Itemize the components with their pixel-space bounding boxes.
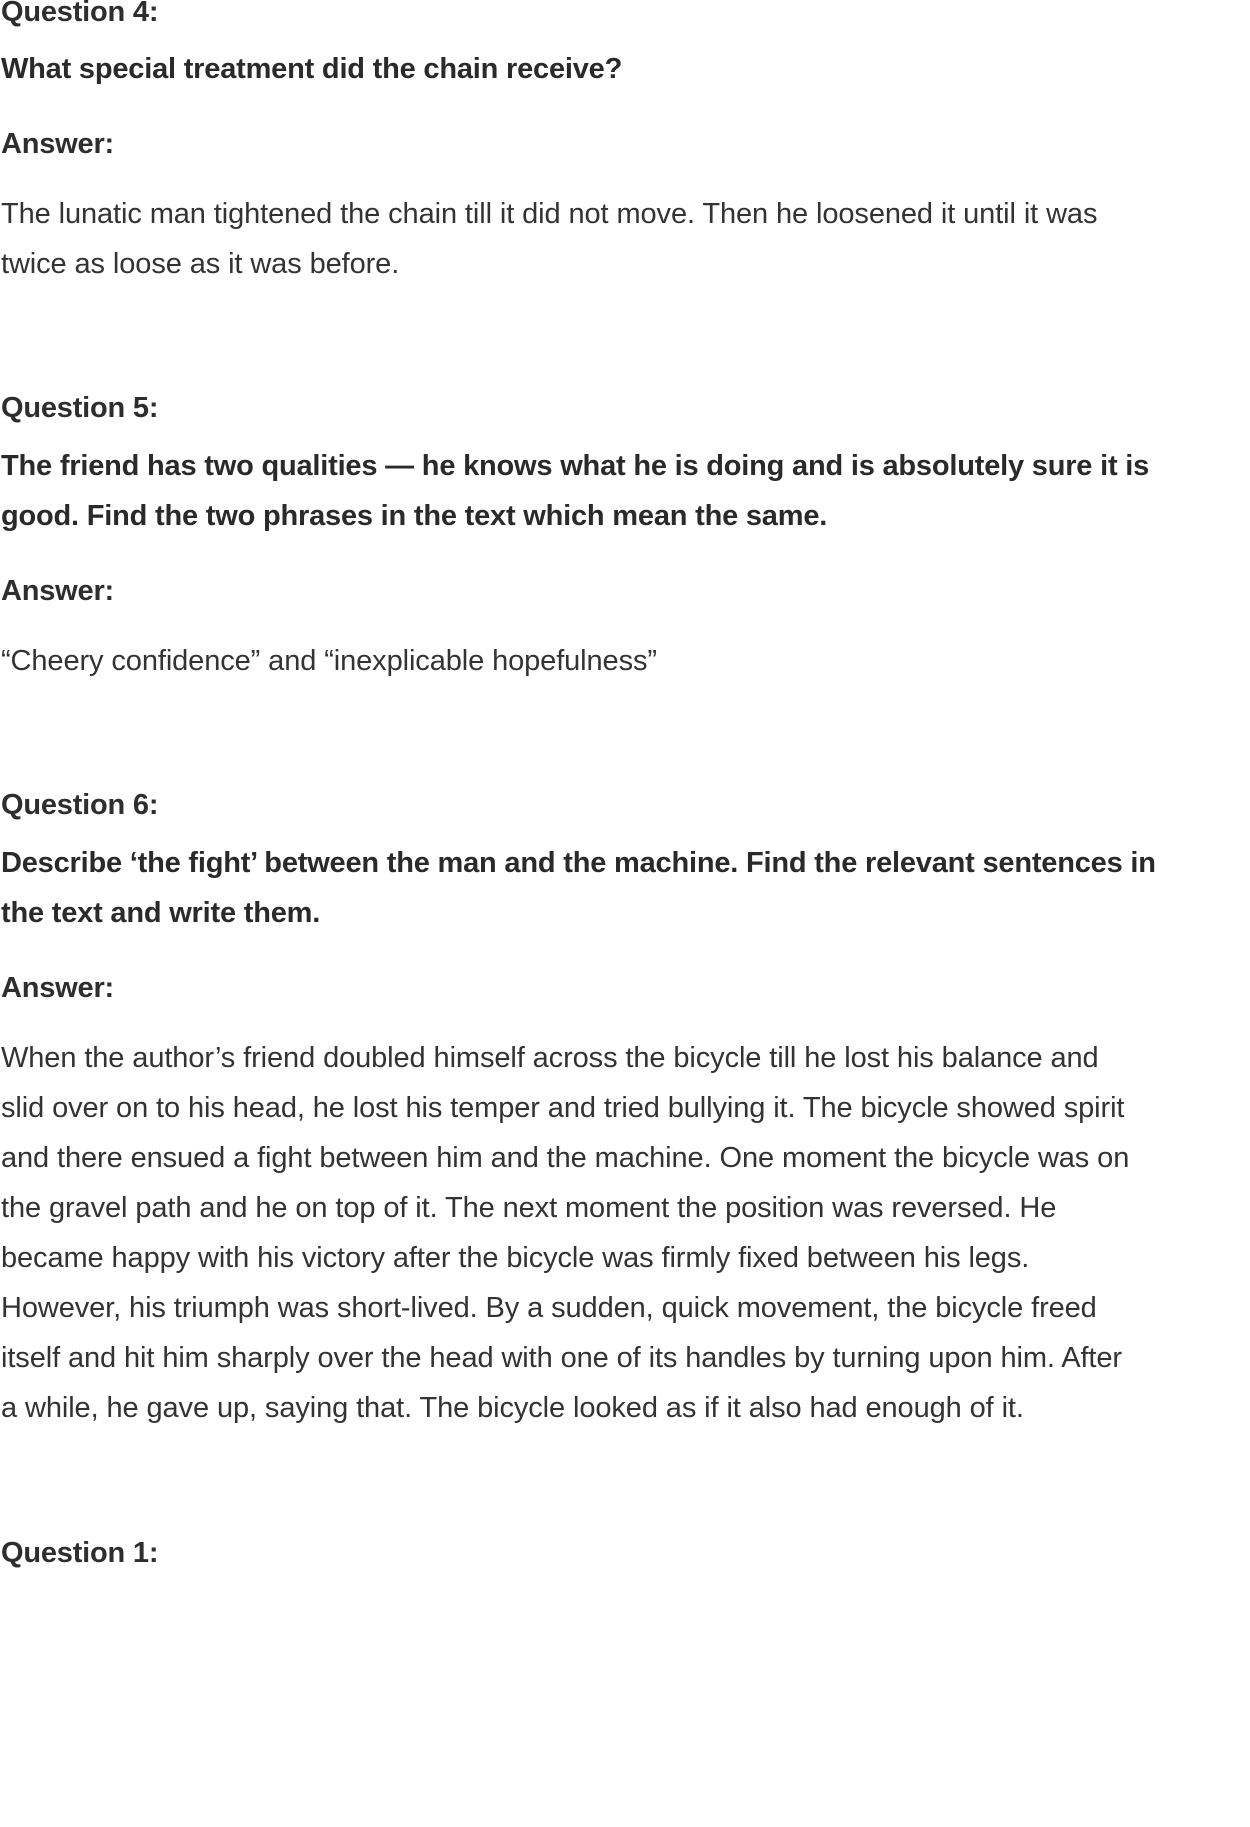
question-6-answer-line: and there ensued a fight between him and the machine. One moment the bicycle was on bbox=[1, 1142, 1130, 1174]
question-6-answer-line: When the author’s friend doubled himself across the bicycle till he lost his balance and bbox=[1, 1042, 1099, 1074]
question-6-answer-line: However, his triumph was short-lived. By a sudden, quick movement, the bicycle freed bbox=[1, 1292, 1097, 1324]
question-5-text-line: The friend has two qualities — he knows what he is doing and is absolutely sure it is bbox=[1, 450, 1150, 482]
question-6-answer-line: became happy with his victory after the bicycle was firmly fixed between his legs. bbox=[1, 1242, 1030, 1274]
question-6-answer-line: slid over on to his head, he lost his temper and tried bullying it. The bicycle showed spirit bbox=[1, 1092, 1125, 1124]
question-6-heading: Question 6: bbox=[1, 789, 159, 821]
question-6-text-line: Describe ‘the fight’ between the man and the machine. Find the relevant sentences in bbox=[1, 847, 1156, 879]
question-4-answer-line: The lunatic man tightened the chain till it did not move. Then he loosened it until it was bbox=[1, 198, 1098, 230]
question-5-answer-label: Answer: bbox=[1, 575, 115, 607]
question-6-text-line: the text and write them. bbox=[1, 897, 321, 929]
question-5-text-line: good. Find the two phrases in the text which mean the same. bbox=[1, 500, 828, 532]
question-4-answer-label: Answer: bbox=[1, 128, 115, 160]
question-6-answer-line: a while, he gave up, saying that. The bicycle looked as if it also had enough of it. bbox=[1, 1392, 1024, 1424]
question-6-answer-label: Answer: bbox=[1, 972, 115, 1004]
question-6-answer-line: the gravel path and he on top of it. The next moment the position was reversed. He bbox=[1, 1192, 1057, 1224]
question-4-answer-line: twice as loose as it was before. bbox=[1, 248, 400, 280]
question-4-heading: Question 4: bbox=[1, 0, 159, 28]
question-1-heading: Question 1: bbox=[1, 1537, 159, 1569]
question-4-text: What special treatment did the chain receive? bbox=[1, 53, 623, 85]
question-5-heading: Question 5: bbox=[1, 392, 159, 424]
question-5-answer-line: “Cheery confidence” and “inexplicable hopefulness” bbox=[1, 645, 657, 677]
question-6-answer-line: itself and hit him sharply over the head with one of its handles by turning upon him. After bbox=[1, 1342, 1122, 1374]
